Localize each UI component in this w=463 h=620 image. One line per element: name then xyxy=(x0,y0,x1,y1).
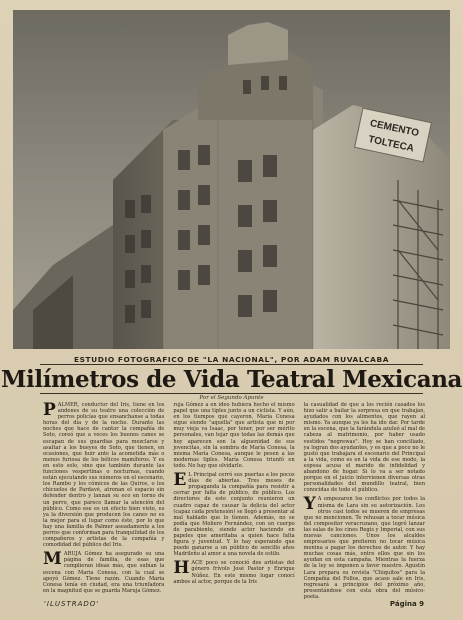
drop-cap: M xyxy=(43,549,62,570)
publication-name: 'ILUSTRADO' xyxy=(44,600,100,608)
column-3 xyxy=(303,402,425,600)
drop-cap: H xyxy=(173,558,190,579)
paragraph-text: ruja Gómez a en ideo hubiera hecho el mismo papel que una tiples junto a un ciclista. Y aún, en los tiempos que cayeron, Maria Conesa sigue siendo "aquélla" que artista que ni por muy vieja va Isaac, por tener, por ser mérito personales, van tejar que todas las demás que hoy aparecen son la alguenidad de sus jovencitas, sin la sombra de María Conesa, la misma María Conesa, aunque le pesen a las modernas tiples. María Conesa triunfó en todo. No hay que olvidarlo. xyxy=(173,402,295,469)
paragraph xyxy=(304,402,425,493)
column-1 xyxy=(43,400,165,594)
paragraph-text: ALMER, conductor del Iris, tiene en los andenes de su teatro una colección de perros policías que ensanchanse a todas horas del día y de la noche. Durante las noches que hace de cantor la compañía de Soto, coreó que a veces los buenos canes se escapan de sus guardias para mezclarse y asaltar a los bueyes de Soto, que tienen, en ocasiones, que huir ante la acometida más o menos furiosa de los bélicos mamíferos. Y es en esto solo, sino que también durante las funciones vespertinas o nocturnas, cuando están ejecutando sus números en el escenario, los Rambo y los cómicos de las Quiros, o los chicuelos de Pardavé, atronan el espacio sin defender dentro y lanzan su eco en torno de un perro, que parece llamar la atención del público. Como ese es un efecto bien visto, es ya la diversión que producen los canes no es la mejor para el lugar como éste, por lo que hay una familia de Palmer aseadamente a los perros que conforman para tranquilidad de los compañeros y artistas de la compañía y comodidad del público del Iris. xyxy=(43,402,165,549)
page-footer xyxy=(44,600,424,608)
paragraph-text: ACE poco se conoció dos artistas del género frívolo José Pastor y Enrique Núñez. En este mismo lugar conocí ambos al actor, porque de la Iris xyxy=(173,560,295,585)
paragraph-text: L Principal cerró sus puertas a los pocos días de abiertas. Tres meses de propaganda la compañía para resistir a cerrar por falta de público, de público. Los directores de este conjunto reunieron un cuadro capaz de causar la delicia del actor (capaz cada pretensión) se llegó a presentar al mal hablado que lo tienen. Además, no se podía que Moliere Fernández, con un cuerpo de parabiento, siendo actor haciendo en papeles que ameritaba a quien hace falta figura y juventud. Y lo hay esperando que puede ganarse a un público de sencillo años Madrileño al amor a una novela de estilo. xyxy=(173,472,295,558)
top-rule xyxy=(40,364,423,365)
paragraph xyxy=(43,402,164,548)
drop-cap: Y xyxy=(303,494,316,515)
paragraph-text: ARUJA Gómez ha asegurado su una página de familia, de esas que cumplieran ideas más, que subían la escena con Maria Conesa, con la cual se apoyó Gómez. Tiene razón. Cuando Maria Conesa tenía en ciudad, era una triunfadora en la magnitud que se guarda Maruja Gómez. xyxy=(43,551,165,594)
photo-credit-kicker: ESTUDIO FOTOGRAFICO DE "LA NACIONAL", POR ADAM RUVALCABA xyxy=(73,355,390,364)
bottom-rule xyxy=(40,393,423,394)
paragraph xyxy=(304,496,425,600)
page-number: Página 9 xyxy=(389,600,424,608)
paragraph-text: A empezaron los conflictos por todos la misma de Lara sin su autorización. Los otros casi todos se mueren de empresas que no mencionen. Te rehusan a tocar música del compositor veracruzano, que logró lanzar las salas de los cines Regis y Imperial, con sus nuevas canciones. Unos los alcaldes empresarios que prefieren no tocar música menina a pagar los derechos de autor. Y hay muchas cosas más, entre ellos que sin los ayudan en esta campaña. Mientras la fuerza de la ley se imponen a favor nuestro. Agustín Lara prepara su revista "Chiquitos" para la Compañía del Follos, que acaso sale en Iris, regresará a principios del próximo año, presentándose con esta obra del músico-poeta. xyxy=(303,496,425,600)
article-body xyxy=(43,400,425,600)
paragraph xyxy=(43,551,164,594)
paragraph xyxy=(173,560,294,584)
column-2 xyxy=(173,402,294,586)
drop-cap: P xyxy=(43,400,56,420)
paragraph xyxy=(173,402,294,469)
building-photograph xyxy=(13,10,450,349)
article-byline: Por el Segundo Apunte xyxy=(199,395,264,401)
drop-cap: E xyxy=(173,470,187,491)
paragraph-text: la casualidad de que a los recién casados los hizo salir a bailar la sorpresa en que trabajan, ayudados con los alimentos, que rayen al mismo. Ya aunque ya les ha ido dar. Por tarde en la escena, que la farándula azuleó al mal de cabeza al matrimonio, por haber usado vestidos "negrewas". Hoy se han conciliado, ya logran dos ayudantes, y es que a poco no le gustó que trabajara el escenario del Principal a la vida, como es en la vida de ese modo, la esposa acusa el marido de infidelidad y abandono de hogar. Si lo va a ser notado porque en el juicio intervienen diversas otras personalidades del mundillo teatral, bien conocidas de todo el público. xyxy=(303,402,425,494)
article-title: Milímetros de Vida Teatral Mexicana xyxy=(0,366,463,393)
sign-text-line2: TOLTECA xyxy=(367,134,415,155)
sign-text-line1: CEMENTO xyxy=(368,118,420,140)
paragraph xyxy=(173,472,294,557)
